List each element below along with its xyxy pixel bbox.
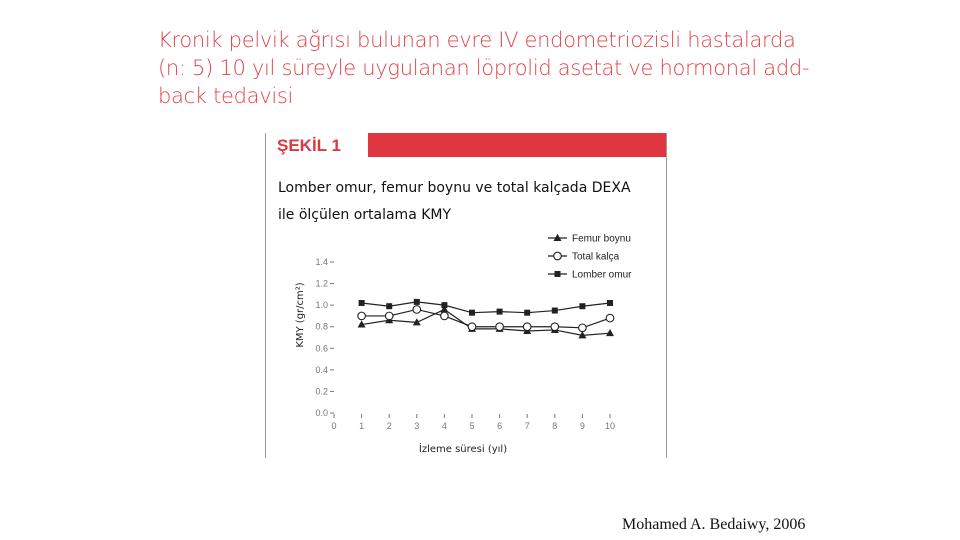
- slide-title-line-3: back tedavisi: [158, 84, 294, 108]
- x-tick-label: 1: [359, 421, 365, 431]
- figure-label: ŞEKİL 1: [277, 136, 341, 155]
- data-point-lomber-omur: [441, 302, 447, 308]
- data-point-total-kalça: [496, 323, 504, 331]
- x-tick-label: 3: [414, 421, 420, 431]
- figure-caption-line-2: ile ölçülen ortalama KMY: [278, 207, 452, 223]
- data-point-total-kalça: [551, 323, 559, 331]
- data-point-total-kalça: [441, 312, 449, 320]
- x-tick-label: 7: [524, 421, 530, 431]
- y-tick-label: 0.2: [315, 386, 328, 397]
- legend-label-lomber-omur: Lomber omur: [572, 269, 632, 281]
- y-tick-label: 0.4: [315, 364, 328, 375]
- data-point-lomber-omur: [497, 309, 503, 315]
- data-point-lomber-omur: [386, 303, 392, 309]
- legend-label-total-kalça: Total kalça: [572, 251, 620, 263]
- data-point-total-kalça: [523, 323, 531, 331]
- x-tick-label: 6: [497, 421, 503, 431]
- x-tick-label: 9: [579, 421, 585, 431]
- data-point-total-kalça: [385, 312, 393, 320]
- y-tick-label: 1.0: [315, 300, 328, 311]
- x-axis-label: İzleme süresi (yıl): [418, 444, 508, 455]
- data-point-total-kalça: [413, 306, 421, 314]
- y-tick-label: 0.6: [315, 343, 328, 354]
- x-tick-label: 10: [604, 421, 616, 431]
- slide-title-line-2: (n: 5) 10 yıl süreyle uygulanan löprolid asetat ve hormonal add-: [158, 56, 810, 80]
- legend-marker-lomber-omur: [555, 271, 561, 277]
- data-point-total-kalça: [606, 314, 614, 322]
- y-tick-label: 0.0: [315, 408, 328, 418]
- data-point-lomber-omur: [552, 308, 558, 314]
- data-point-lomber-omur: [607, 300, 613, 306]
- data-point-lomber-omur: [524, 310, 530, 316]
- x-tick-label: 2: [386, 421, 392, 431]
- y-tick-label: 1.4: [315, 257, 328, 267]
- data-point-lomber-omur: [359, 300, 365, 306]
- x-tick-label: 4: [441, 421, 447, 431]
- y-tick-label: 1.2: [315, 278, 328, 289]
- data-point-total-kalça: [579, 324, 587, 332]
- data-point-lomber-omur: [579, 303, 585, 309]
- x-tick-label: 0: [331, 421, 337, 431]
- legend-marker-total-kalça: [554, 252, 562, 260]
- data-point-total-kalça: [468, 323, 476, 331]
- y-tick-label: 0.8: [315, 321, 328, 332]
- data-point-total-kalça: [358, 312, 366, 320]
- data-point-lomber-omur: [414, 299, 420, 305]
- legend-label-femur-boynu: Femur boynu: [572, 233, 631, 245]
- author-credit: Mohamed A. Bedaiwy, 2006: [622, 516, 806, 533]
- slide-title-line-1: Kronik pelvik ağrısı bulunan evre IV endometriozisli hastalarda: [158, 28, 796, 52]
- data-point-femur-boynu: [606, 329, 614, 336]
- x-tick-label: 5: [469, 421, 475, 431]
- data-point-lomber-omur: [469, 310, 475, 316]
- y-axis-label: KMY (gr/cm²): [295, 282, 306, 348]
- x-tick-label: 8: [552, 421, 558, 431]
- figure-caption-line-1: Lomber omur, femur boynu ve total kalçada DEXA: [278, 180, 631, 196]
- series-line-lomber-omur: [362, 302, 610, 313]
